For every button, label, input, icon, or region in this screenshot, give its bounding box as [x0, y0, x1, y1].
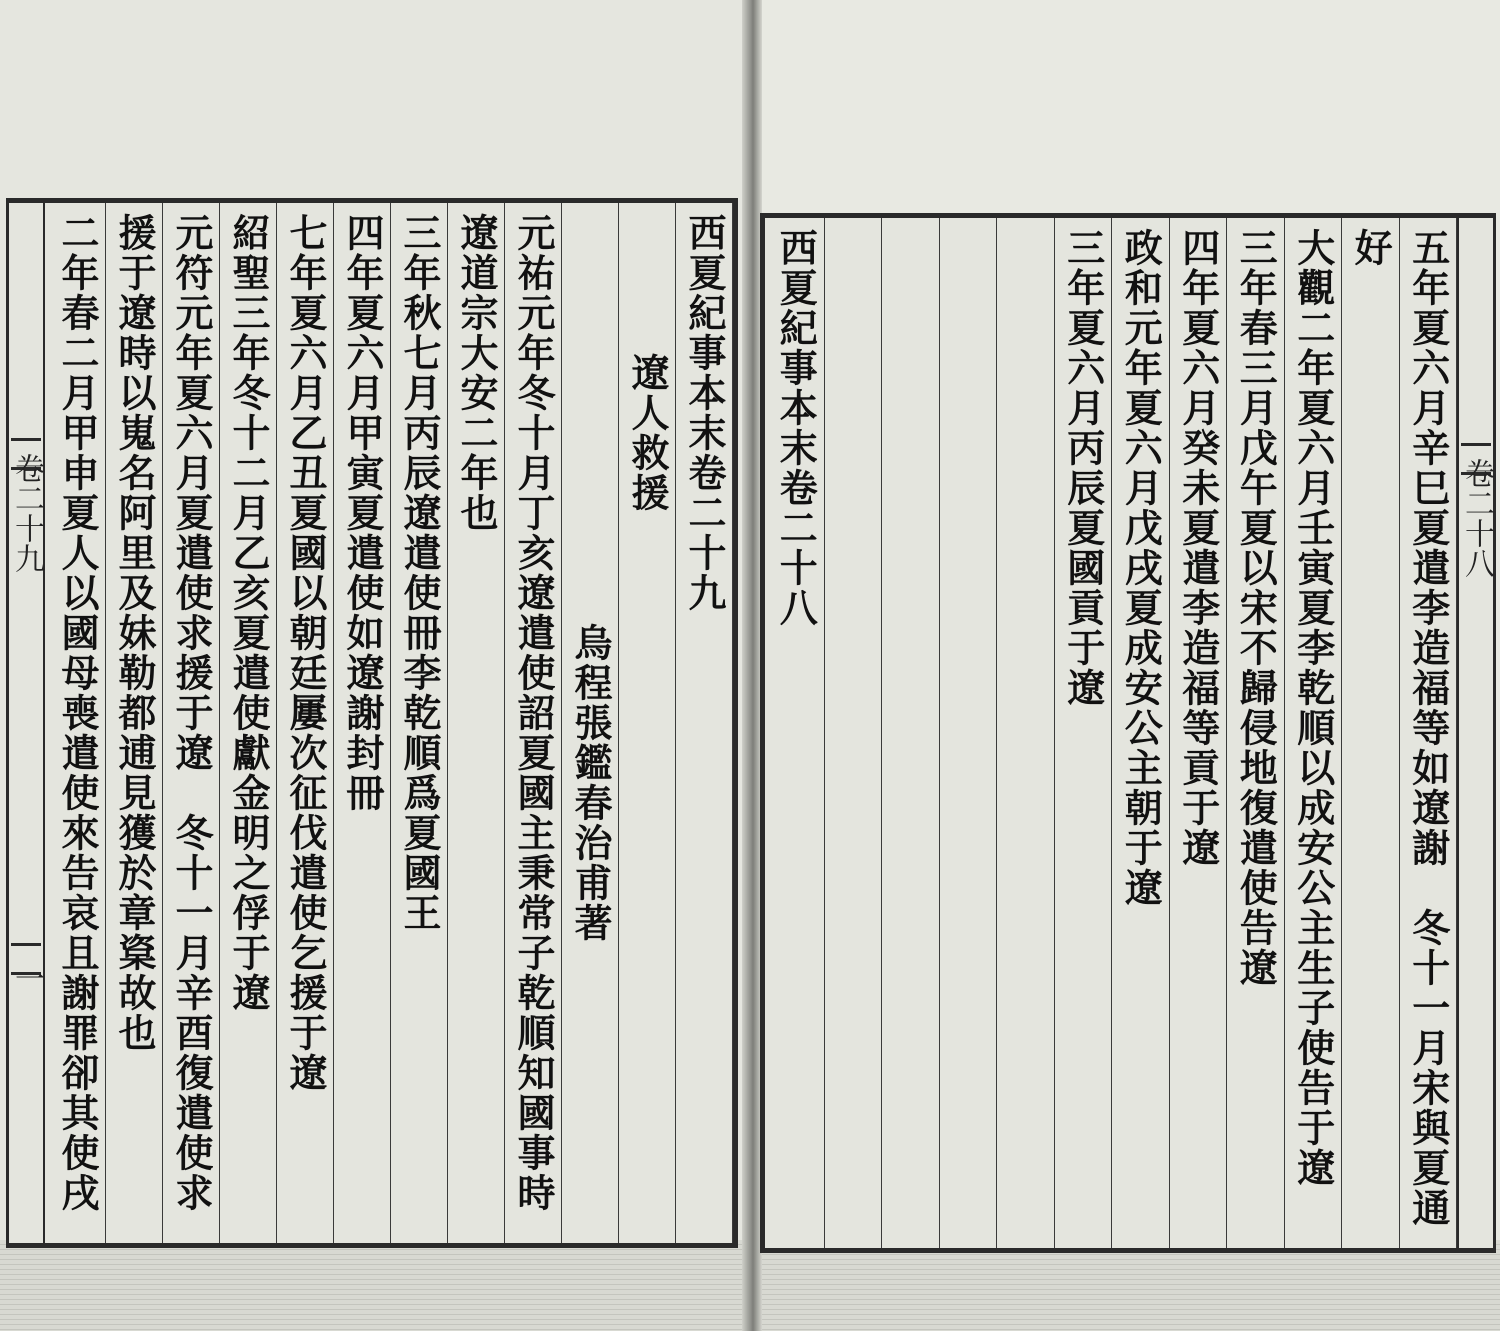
column-text: 五年夏六月辛巳夏遣李造福等如遼謝 冬十一月宋與夏通 — [1405, 228, 1451, 1228]
text-column — [882, 218, 940, 1248]
column-text: 四年夏六月癸未夏遣李造福等貢于遼 — [1175, 228, 1221, 868]
column-text: 元祐元年冬十月丁亥遼遣使詔夏國主秉常子乾順知國事時 — [511, 213, 556, 1213]
text-column — [997, 218, 1055, 1248]
text-column — [940, 218, 998, 1248]
text-column — [505, 203, 562, 1243]
right-fold-strip — [1457, 218, 1493, 1248]
column-text: 大觀二年夏六月壬寅夏李乾順以成安公主生子使告于遼 — [1290, 228, 1336, 1188]
column-text: 四年夏六月甲寅夏遣使如遼謝封冊 — [340, 213, 385, 813]
column-text: 三年夏六月丙辰夏國貢于遼 — [1060, 228, 1106, 708]
text-column — [1285, 218, 1343, 1248]
text-column — [1227, 218, 1285, 1248]
text-column — [49, 203, 106, 1243]
book-spine — [742, 0, 762, 1331]
text-column — [106, 203, 163, 1243]
text-column — [767, 218, 825, 1248]
text-column — [448, 203, 505, 1243]
text-column — [825, 218, 883, 1248]
text-column — [619, 203, 676, 1243]
text-column — [334, 203, 391, 1243]
column-text: 七年夏六月乙丑夏國以朝廷屢次征伐遣使乞援于遼 — [283, 213, 328, 1093]
column-text: 二年春二月甲申夏人以國母喪遣使來告哀且謝罪卻其使戌 — [55, 213, 100, 1213]
column-text: 紹聖三年冬十二月乙亥夏遣使獻金明之俘于遼 — [226, 213, 271, 1013]
text-column — [562, 203, 619, 1243]
text-column — [391, 203, 448, 1243]
text-column — [163, 203, 220, 1243]
column-text: 好 — [1348, 228, 1394, 268]
column-text: 西夏紀事本末卷二十八 — [773, 228, 819, 628]
column-text: 遼道宗大安二年也 — [454, 213, 499, 533]
left-fold-label: 卷二十九 — [9, 453, 44, 573]
text-column — [1055, 218, 1113, 1248]
page-edges-left — [0, 1240, 742, 1331]
text-column — [220, 203, 277, 1243]
text-column — [1400, 218, 1458, 1248]
column-text: 西夏紀事本末卷二十九 — [682, 213, 727, 613]
text-column — [277, 203, 334, 1243]
column-text: 政和元年夏六月戊戌夏成安公主朝于遼 — [1118, 228, 1164, 908]
column-text: 元符元年夏六月夏遣使求援于遼 冬十一月辛酉復遣使求 — [169, 213, 214, 1213]
column-text: 援于遼時以嵬名阿里及妹勒都逋見獲於章楶故也 — [112, 213, 157, 1053]
right-fold-label: 卷二十八 — [1459, 458, 1494, 578]
column-text: 三年秋七月丙辰遼遣使冊李乾順爲夏國王 — [397, 213, 442, 933]
left-fold-page-number: 一 — [9, 963, 44, 993]
text-column — [1170, 218, 1228, 1248]
page-edges-right — [762, 1240, 1500, 1331]
text-column — [1112, 218, 1170, 1248]
left-text-block — [6, 198, 738, 1248]
column-text: 三年春三月戊午夏以宋不歸侵地復遣使告遼 — [1233, 228, 1279, 988]
text-column — [1342, 218, 1400, 1248]
column-text: 遼人救援 — [625, 353, 670, 513]
text-column — [676, 203, 733, 1243]
left-fold-strip — [9, 203, 45, 1243]
right-text-block — [760, 213, 1496, 1253]
column-text: 烏程張鑑春治甫著 — [568, 623, 613, 943]
